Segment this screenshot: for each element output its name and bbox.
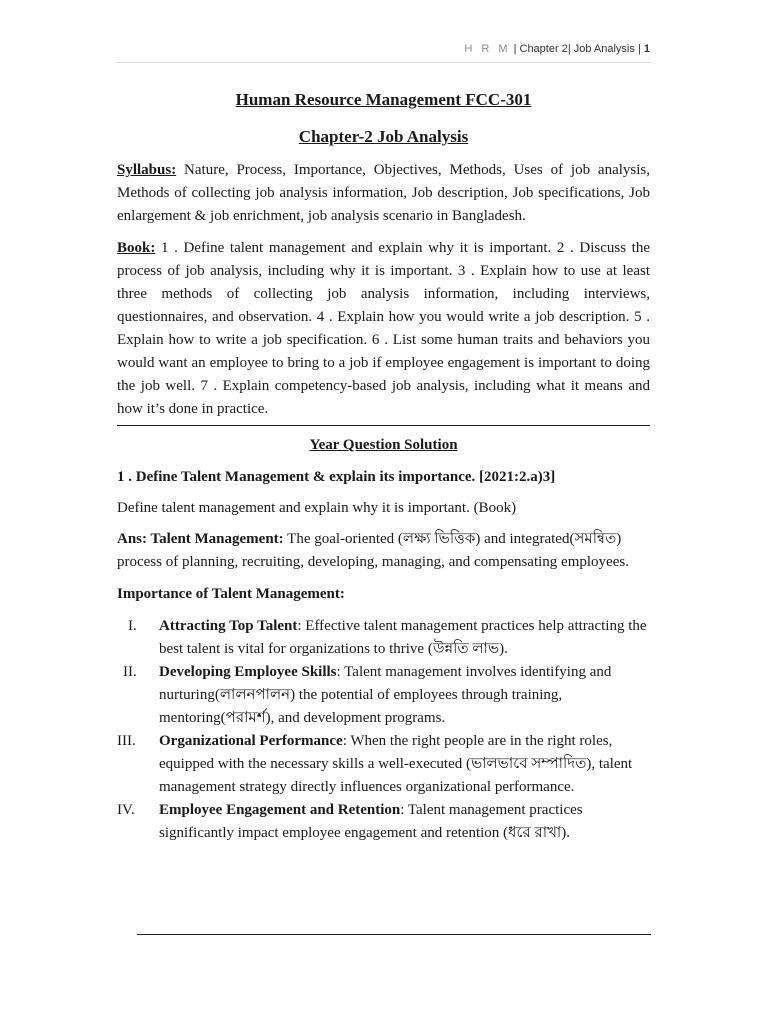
syllabus-text: Nature, Process, Importance, Objectives, Methods, Uses of job analysis, Methods of collecting job analysis information, Job description, Job specifications, Job enlargement & job enrichment, job analysis scenario in Bangladesh.: [117, 162, 650, 224]
book-paragraph: [117, 237, 650, 426]
list-marker: II.: [123, 664, 137, 680]
list-item-text: : Talent management involves identifying and nurturing(লালনপালন) the potential of employees through training, mentoring(পরামর্শ), and development programs.: [159, 664, 612, 726]
year-question-title: Year Question Solution: [309, 437, 458, 453]
header-page-number: 1: [643, 43, 650, 55]
list-item-term: Employee Engagement and Retention: [159, 802, 401, 818]
syllabus-paragraph: [117, 159, 650, 228]
document-body: [117, 86, 650, 845]
list-item-text: : Talent management practices significantly impact employee engagement and retention (ধরে রাখা).: [159, 802, 583, 841]
list-marker: III.: [117, 733, 136, 749]
list-item: [117, 730, 650, 799]
list-marker: IV.: [117, 802, 135, 818]
chapter-title: Chapter-2 Job Analysis: [298, 127, 469, 146]
syllabus-label: Syllabus:: [117, 162, 177, 178]
list-item-term: Attracting Top Talent: [159, 618, 298, 634]
answer-text: The goal-oriented (লক্ষ্য ভিত্তিক) and integrated(সমন্বিত) process of planning, recruiting, developing, managing, and compensating employees.: [117, 531, 629, 570]
book-text: 1 . Define talent management and explain why it is important. 2 . Discuss the process of job analysis, including why it is important. 3 . Explain how to use at least three methods of collecting job analysis information, including interviews, questionnaires, and observation. 4 . Explain how you would write a job description. 5 . Explain how to write a job specification. 6 . List some human traits and behaviors you would want an employee to bring to a job if employee engagement is important to doing the job well. 7 . Explain competency-based job analysis, including what it means and how it’s done in practice.: [117, 240, 650, 417]
importance-title: Importance of Talent Management:: [117, 586, 345, 602]
document-title: Human Resource Management FCC-301: [235, 90, 532, 109]
importance-list: [117, 615, 650, 845]
question-1-book: Define talent management and explain why it is important. (Book): [117, 500, 517, 516]
header-section: Job Analysis: [573, 43, 635, 55]
question-1: 1 . Define Talent Management & explain its importance. [2021:2.a)3]: [117, 469, 556, 485]
bottom-divider: [137, 934, 651, 935]
answer-label: Ans: Talent Management:: [117, 531, 284, 547]
list-item: [117, 799, 650, 845]
list-marker: I.: [128, 618, 137, 634]
header-divider: [116, 62, 651, 63]
list-item-term: Organizational Performance: [159, 733, 343, 749]
answer-paragraph: [117, 528, 650, 574]
list-item-term: Developing Employee Skills: [159, 664, 337, 680]
header-hrm: H R M: [464, 43, 511, 55]
list-item: [117, 661, 650, 730]
list-item-text: : When the right people are in the right roles, equipped with the necessary skills a well-executed (ভালভাবে সম্পাদিত), talent management strategy directly influences organizational performance.: [159, 733, 633, 795]
list-item: [117, 615, 650, 661]
page-header: H R M | Chapter 2| Job Analysis | 1: [464, 43, 650, 55]
header-chapter: Chapter 2: [519, 43, 568, 55]
book-label: Book:: [117, 240, 156, 256]
list-item-text: : Effective talent management practices help attracting the best talent is vital for organizations to thrive (উন্নতি লাভ).: [159, 618, 647, 657]
